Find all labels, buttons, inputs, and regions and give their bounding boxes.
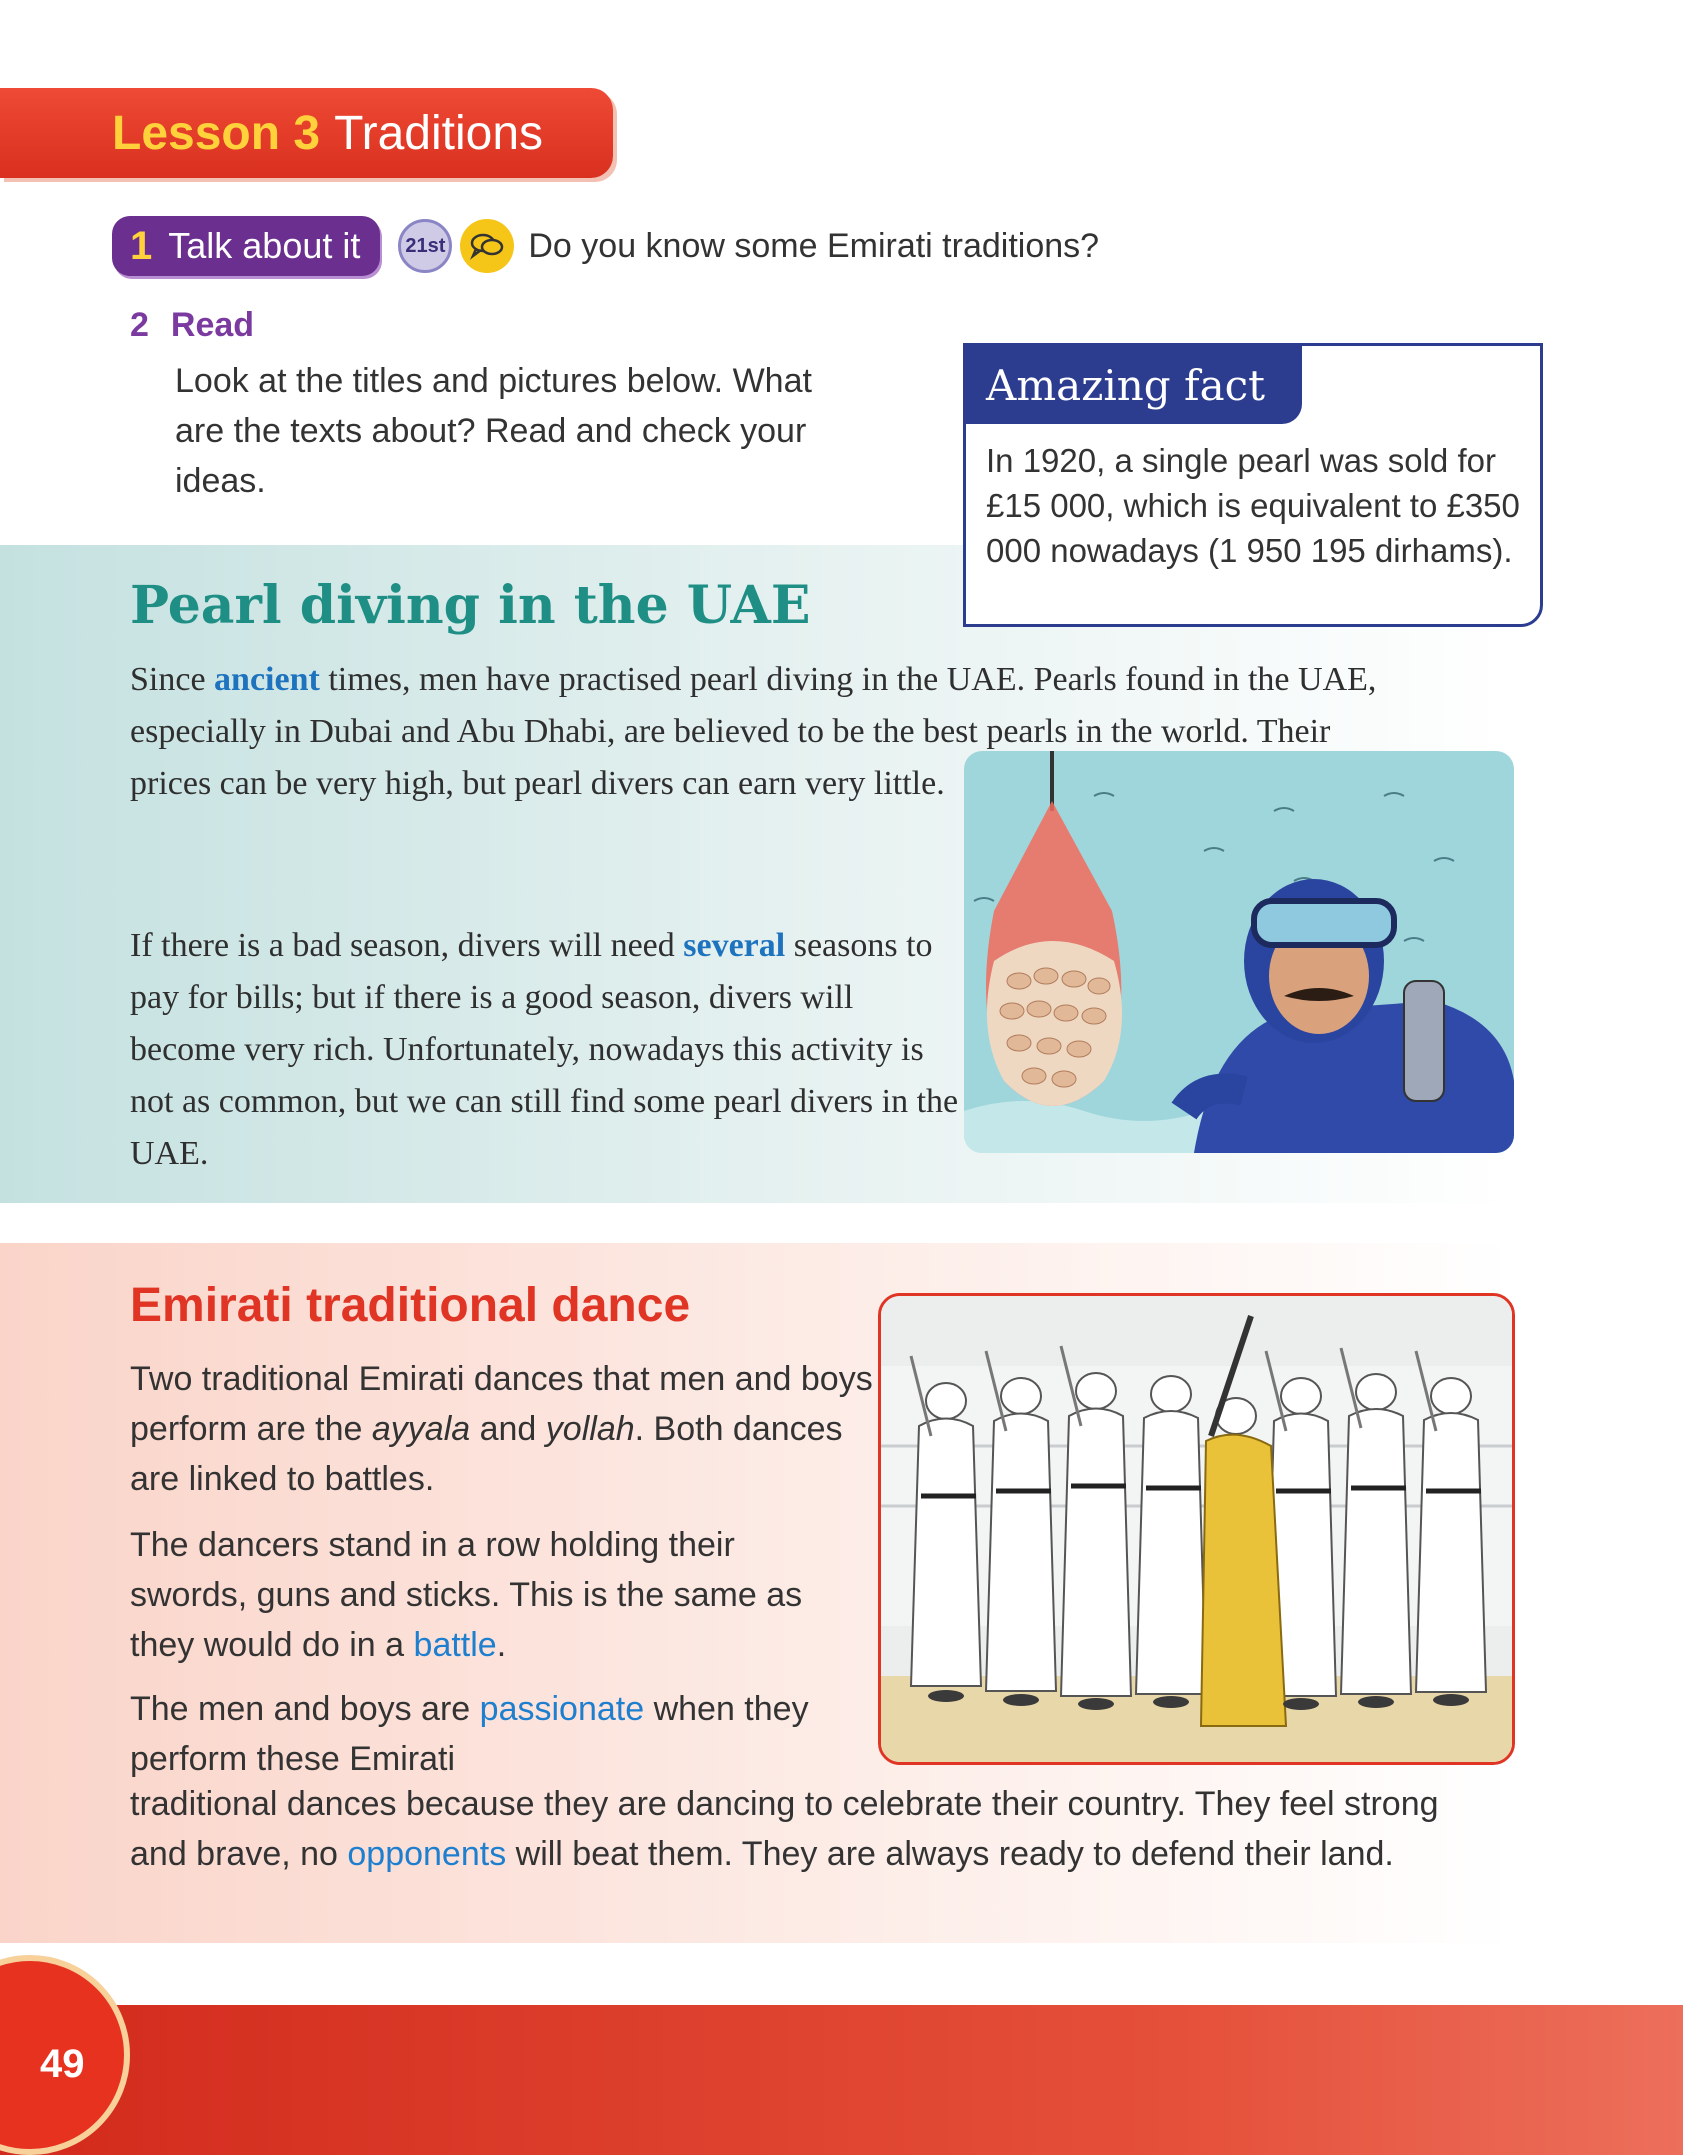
footer-bar	[0, 2005, 1683, 2155]
talk-question: Do you know some Emirati traditions?	[528, 226, 1100, 265]
talk-about-it-badge	[112, 216, 380, 276]
dance-name-ayyala: ayyala	[371, 1410, 471, 1448]
read-heading	[130, 306, 254, 345]
dance-paragraph-2: The dancers stand in a row holding their swords, guns and sticks. This is the same as they would do in a battle.	[130, 1526, 803, 1664]
amazing-fact-text: In 1920, a single pearl was sold for £15 000, which is equivalent to £350 000 nowadays (1 950 195 dirhams).	[986, 442, 1520, 569]
pearl-paragraph-1: Since ancient times, men have practised pearl diving in the UAE. Pearls found in the UAE, especially in Dubai and Abu Dhabi, are believed to be the best pearls in the world. Their prices can be very high, but pearl divers can earn very little.	[130, 661, 1377, 802]
dance-name-yollah: yollah	[545, 1410, 635, 1448]
vocab-several: several	[683, 927, 786, 964]
talk-label: Talk about it	[168, 225, 361, 266]
talk-number: 1	[130, 223, 153, 268]
lesson-number: Lesson 3	[112, 106, 321, 160]
page-number: 49	[40, 2042, 85, 2086]
read-instructions: Look at the titles and pictures below. What are the texts about? Read and check your ideas.	[175, 362, 812, 500]
dance-paragraph-1: Two traditional Emirati dances that men and boys perform are the ayyala and yollah. Both dances are linked to battles.	[130, 1360, 873, 1498]
21st-century-skills-icon: 21st	[398, 219, 452, 273]
dance-paragraph-4: traditional dances because they are dancing to celebrate their country. They feel strong and brave, no opponents will beat them. They are always ready to defend their land.	[130, 1785, 1439, 1873]
vocab-ancient: ancient	[214, 661, 320, 698]
vocab-opponents: opponents	[347, 1835, 507, 1873]
talk-row	[112, 216, 1099, 276]
vocab-battle: battle	[413, 1626, 497, 1664]
amazing-fact-box	[963, 343, 1543, 627]
lesson-title: Traditions	[334, 106, 544, 160]
vocab-passionate: passionate	[479, 1690, 645, 1728]
lesson-banner	[0, 88, 613, 178]
pearl-diving-title: Pearl diving in the UAE	[130, 575, 811, 636]
amazing-fact-title: Amazing fact	[966, 346, 1302, 424]
dance-paragraph-3: The men and boys are passionate when they perform these Emirati	[130, 1690, 809, 1778]
read-label: Read	[170, 306, 255, 344]
speech-bubbles-icon	[460, 219, 514, 273]
pearl-diver-illustration	[964, 751, 1514, 1153]
read-number: 2	[130, 306, 149, 344]
pearl-paragraph-2: If there is a bad season, divers will need several seasons to pay for bills; but if there is a good season, divers will become very rich. Unfortunately, nowadays this activity is not as common, but we can still find some pearl divers in the UAE.	[130, 927, 959, 1172]
traditional-dancers-illustration	[878, 1293, 1515, 1765]
traditional-dance-title: Emirati traditional dance	[130, 1279, 691, 1332]
